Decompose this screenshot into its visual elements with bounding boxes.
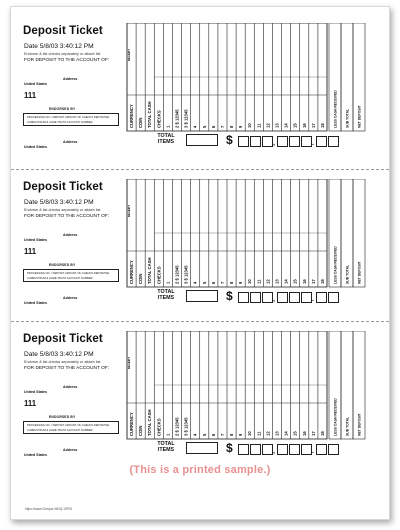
grid-row-label: 10 xyxy=(247,123,253,128)
grid-header-label: RECEIPT xyxy=(127,48,131,61)
total-items-box[interactable] xyxy=(186,442,218,454)
grid-row-label: 7 xyxy=(219,433,225,436)
grid-row-label: 16 xyxy=(301,279,307,284)
deposit-grid xyxy=(123,23,379,133)
total-items-box[interactable] xyxy=(186,134,218,146)
grid-row-label: 8 xyxy=(229,281,235,284)
grid-row-label: 14 xyxy=(283,431,289,436)
endorsement-line: PROCESSING NO. / DEPOSIT AMOUNT OF CHECKS DEPOSITED xyxy=(27,116,110,119)
decimal-point: . xyxy=(312,448,314,455)
total-items-label: TOTAL ITEMS xyxy=(157,441,175,453)
amount-digit-box[interactable] xyxy=(316,444,327,455)
cut-line xyxy=(11,321,389,322)
slip-title: Deposit Ticket xyxy=(23,181,103,193)
endorsement-line: LOREM IPSUM & ACME TRUST ACCOUNT NUMBER xyxy=(27,429,93,432)
grid-row-label: 18 xyxy=(319,279,325,284)
account-number: 111 xyxy=(24,91,37,100)
grid-row-label: 12 xyxy=(265,279,271,284)
grid-row-label: 6 xyxy=(210,125,216,128)
endorsement-title: ENDORSED BY xyxy=(49,107,76,111)
grid-row-label: TOTAL CASH xyxy=(147,409,153,436)
grid-row-label: 10 xyxy=(247,431,253,436)
grid-row-label: CURRENCY xyxy=(129,104,135,128)
amount-digit-box[interactable] xyxy=(250,136,261,147)
grid-row-label: TOTAL CASH xyxy=(147,101,153,128)
grid-row-label: 18 xyxy=(319,123,325,128)
country-label: United States xyxy=(24,301,47,305)
for-deposit-label: FOR DEPOSIT TO THE ACCOUNT OF: xyxy=(24,214,110,219)
endorse-note: Endorse & list checks separately or attach list xyxy=(24,52,101,56)
grid-row-label: 17 xyxy=(310,279,316,284)
amount-digit-box[interactable] xyxy=(238,292,249,303)
amount-digit-box[interactable] xyxy=(289,136,300,147)
grid-row-label: CURRENCY xyxy=(129,412,135,436)
grid-header-label: RECEIPT xyxy=(127,356,131,369)
grid-row-label: CHECKS xyxy=(156,418,162,436)
amount-digit-box[interactable] xyxy=(289,444,300,455)
grid-row-label: 18 xyxy=(319,431,325,436)
account-number: 111 xyxy=(24,247,37,256)
slip-title: Deposit Ticket xyxy=(23,25,103,37)
grid-row-label: 6 xyxy=(210,281,216,284)
for-deposit-label: FOR DEPOSIT TO THE ACCOUNT OF: xyxy=(24,366,110,371)
grid-row-label: CHECKS xyxy=(156,266,162,284)
grid-row-label: 2 $ 12345 xyxy=(174,265,180,284)
address-label: Address xyxy=(63,296,78,300)
endorse-note: Endorse & list checks separately or attach list xyxy=(24,208,101,212)
grid-row-label: COIN xyxy=(138,273,144,284)
grid-row-label: 17 xyxy=(310,123,316,128)
amount-digit-box[interactable] xyxy=(277,444,288,455)
grid-row-label: 5 xyxy=(201,433,207,436)
amount-digit-box[interactable] xyxy=(289,292,300,303)
endorsement-line: PROCESSING NO. / DEPOSIT AMOUNT OF CHECKS DEPOSITED xyxy=(27,424,110,427)
deposit-ticket-sheet xyxy=(10,6,390,520)
slip-date: Date 5/8/03 3:40:12 PM xyxy=(24,199,94,206)
endorsement-line: PROCESSING NO. / DEPOSIT AMOUNT OF CHECKS DEPOSITED xyxy=(27,272,110,275)
country-label: United States xyxy=(24,145,47,149)
deposit-slip xyxy=(11,171,389,321)
endorsement-line: LOREM IPSUM & ACME TRUST ACCOUNT NUMBER xyxy=(27,121,93,124)
amount-digit-box[interactable] xyxy=(316,136,327,147)
amount-digit-box[interactable] xyxy=(238,136,249,147)
grid-row-label: COIN xyxy=(138,425,144,436)
amount-digit-box[interactable] xyxy=(328,444,339,455)
endorsement-box xyxy=(23,421,119,434)
country-label: United States xyxy=(24,238,47,242)
grid-row-label: 9 xyxy=(238,433,244,436)
grid-row-label: 1 xyxy=(165,125,171,128)
address-label: Address xyxy=(63,140,78,144)
thousands-comma: , xyxy=(273,140,275,147)
grid-row-label: 15 xyxy=(292,279,298,284)
address-label: Address xyxy=(63,77,78,81)
grid-row-label: 2 $ 12345 xyxy=(174,109,180,128)
country-label: United States xyxy=(24,390,47,394)
amount-digit-box[interactable] xyxy=(316,292,327,303)
grid-row-label: 16 xyxy=(301,431,307,436)
side-total-label: SUB TOTAL xyxy=(345,108,350,128)
grid-row-label: 4 xyxy=(192,281,198,284)
dollar-sign: $ xyxy=(226,289,233,303)
grid-row-label: 12 xyxy=(265,431,271,436)
deposit-grid xyxy=(123,179,379,289)
grid-row-label: 13 xyxy=(274,123,280,128)
amount-digit-box[interactable] xyxy=(328,136,339,147)
cut-line xyxy=(11,169,389,170)
address-label: Address xyxy=(63,233,78,237)
side-total-label: NET DEPOSIT xyxy=(357,413,362,436)
grid-header-label: RECEIPT xyxy=(127,204,131,217)
for-deposit-label: FOR DEPOSIT TO THE ACCOUNT OF: xyxy=(24,58,110,63)
grid-row-label: 7 xyxy=(219,281,225,284)
slip-date: Date 5/8/03 3:40:12 PM xyxy=(24,351,94,358)
grid-row-label: TOTAL CASH xyxy=(147,257,153,284)
dollar-sign: $ xyxy=(226,133,233,147)
side-total-label: LESS CASH RECEIVED xyxy=(333,90,338,128)
grid-row-label: 1 xyxy=(165,433,171,436)
endorsement-title: ENDORSED BY xyxy=(49,415,76,419)
grid-row-label: 1 xyxy=(165,281,171,284)
deposit-slip xyxy=(11,323,389,473)
thousands-comma: , xyxy=(273,448,275,455)
thousands-comma: , xyxy=(273,296,275,303)
grid-row-label: 9 xyxy=(238,281,244,284)
amount-digit-box[interactable] xyxy=(262,136,273,147)
amount-digit-box[interactable] xyxy=(238,444,249,455)
amount-digit-box[interactable] xyxy=(262,292,273,303)
address-label: Address xyxy=(63,385,78,389)
account-number: 111 xyxy=(24,399,37,408)
side-total-label: LESS CASH RECEIVED xyxy=(333,246,338,284)
side-total-label: SUB TOTAL xyxy=(345,264,350,284)
country-label: United States xyxy=(24,82,47,86)
grid-row-label: 9 xyxy=(238,125,244,128)
grid-row-label: 10 xyxy=(247,279,253,284)
amount-digit-box[interactable] xyxy=(262,444,273,455)
endorse-note: Endorse & list checks separately or attach list xyxy=(24,360,101,364)
grid-row-label: 14 xyxy=(283,279,289,284)
grid-row-label: 5 xyxy=(201,125,207,128)
grid-row-label: 13 xyxy=(274,431,280,436)
side-total-label: NET DEPOSIT xyxy=(357,105,362,128)
side-total-label: NET DEPOSIT xyxy=(357,261,362,284)
amount-digit-box[interactable] xyxy=(301,292,312,303)
grid-row-label: 4 xyxy=(192,125,198,128)
amount-digit-box[interactable] xyxy=(277,136,288,147)
grid-row-label: 13 xyxy=(274,279,280,284)
total-items-box[interactable] xyxy=(186,290,218,302)
grid-row-label: 4 xyxy=(192,433,198,436)
grid-row-label: 3 $ 12345 xyxy=(183,265,189,284)
amount-digit-box[interactable] xyxy=(250,292,261,303)
address-label: Address xyxy=(63,448,78,452)
grid-row-label: 15 xyxy=(292,123,298,128)
grid-row-label: 2 $ 12345 xyxy=(174,417,180,436)
grid-row-label: 17 xyxy=(310,431,316,436)
amount-digit-box[interactable] xyxy=(301,136,312,147)
amount-digit-box[interactable] xyxy=(328,292,339,303)
grid-row-label: 3 $ 12345 xyxy=(183,109,189,128)
grid-row-label: 16 xyxy=(301,123,307,128)
dollar-sign: $ xyxy=(226,441,233,455)
endorsement-box xyxy=(23,113,119,126)
grid-row-label: 3 $ 12345 xyxy=(183,417,189,436)
side-total-label: LESS CASH RECEIVED xyxy=(333,398,338,436)
country-label: United States xyxy=(24,453,47,457)
decimal-point: . xyxy=(312,296,314,303)
grid-row-label: 5 xyxy=(201,281,207,284)
grid-row-label: 11 xyxy=(256,123,262,128)
printed-sample-note: (This is a printed sample.) xyxy=(129,464,271,476)
endorsement-line: LOREM IPSUM & ACME TRUST ACCOUNT NUMBER xyxy=(27,277,93,280)
side-total-label: SUB TOTAL xyxy=(345,416,350,436)
total-items-label: TOTAL ITEMS xyxy=(157,133,175,145)
amount-digit-box[interactable] xyxy=(250,444,261,455)
deposit-slip xyxy=(11,15,389,165)
endorsement-title: ENDORSED BY xyxy=(49,263,76,267)
grid-row-label: 8 xyxy=(229,433,235,436)
amount-digit-box[interactable] xyxy=(277,292,288,303)
decimal-point: . xyxy=(312,140,314,147)
slip-date: Date 5/8/03 3:40:12 PM xyxy=(24,43,94,50)
grid-row-label: 6 xyxy=(210,433,216,436)
grid-row-label: 12 xyxy=(265,123,271,128)
grid-row-label: 14 xyxy=(283,123,289,128)
total-items-label: TOTAL ITEMS xyxy=(157,289,175,301)
grid-row-label: CURRENCY xyxy=(129,260,135,284)
deposit-grid xyxy=(123,331,379,441)
grid-row-label: CHECKS xyxy=(156,110,162,128)
endorsement-box xyxy=(23,269,119,282)
footer-url: https://www.Cheque-WNQ-1SPM xyxy=(25,507,72,511)
grid-row-label: 11 xyxy=(256,431,262,436)
grid-row-label: 7 xyxy=(219,125,225,128)
grid-row-label: 8 xyxy=(229,125,235,128)
grid-row-label: 11 xyxy=(256,279,262,284)
grid-row-label: COIN xyxy=(138,117,144,128)
grid-row-label: 15 xyxy=(292,431,298,436)
slip-title: Deposit Ticket xyxy=(23,333,103,345)
amount-digit-box[interactable] xyxy=(301,444,312,455)
